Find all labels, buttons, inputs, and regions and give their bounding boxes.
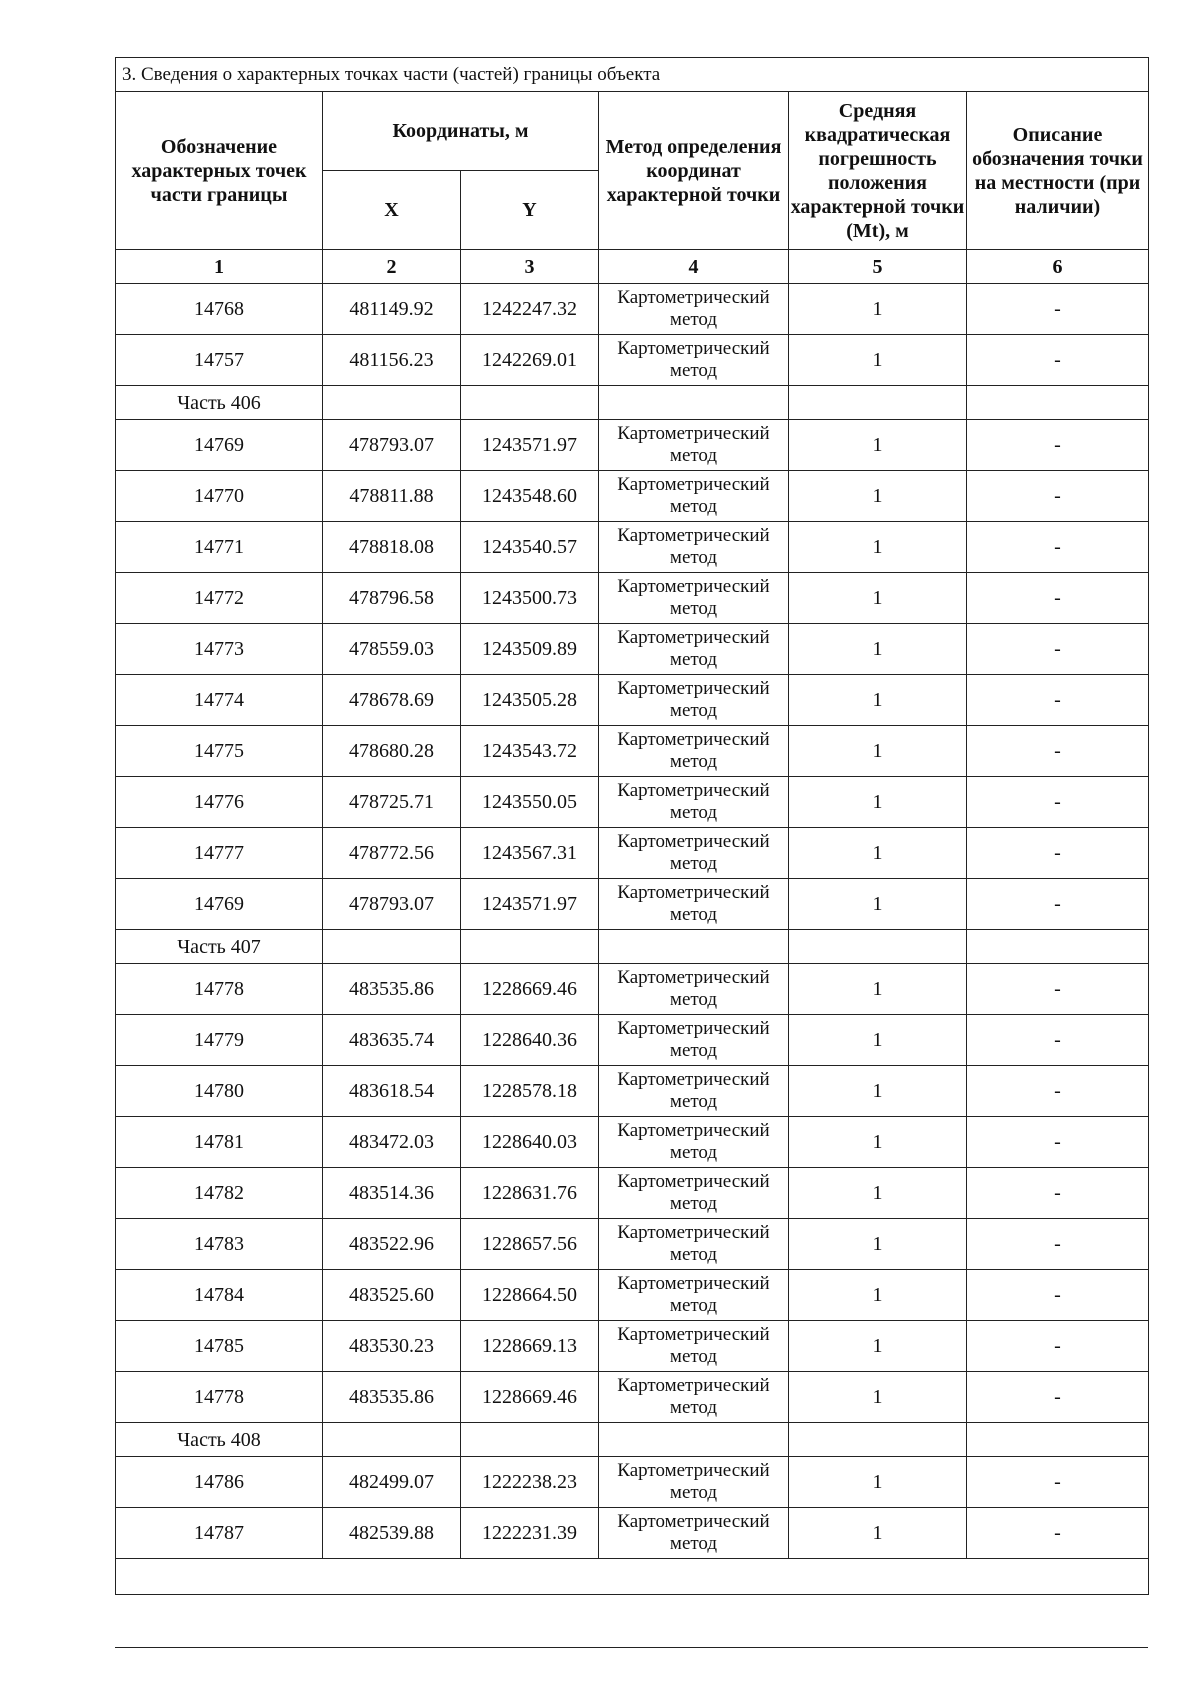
y-coordinate-cell: 1242247.32 (461, 284, 599, 335)
table-row (116, 777, 1149, 828)
method-cell: Картометрический метод (599, 1168, 789, 1219)
method-cell: Картометрический метод (599, 1321, 789, 1372)
method-cell: Картометрический метод (599, 335, 789, 386)
x-coordinate-cell: 478796.58 (323, 573, 461, 624)
empty-cell (323, 930, 461, 964)
empty-cell (789, 386, 967, 420)
table-row (116, 335, 1149, 386)
mt-error-cell: 1 (789, 471, 967, 522)
x-coordinate-cell: 478725.71 (323, 777, 461, 828)
description-cell: - (967, 964, 1149, 1015)
mt-error-cell: 1 (789, 879, 967, 930)
point-id-cell: 14786 (116, 1457, 323, 1508)
x-coordinate-cell: 478772.56 (323, 828, 461, 879)
empty-cell (599, 1423, 789, 1457)
column-number: 3 (461, 250, 599, 284)
x-coordinate-cell: 478678.69 (323, 675, 461, 726)
table-row (116, 1457, 1149, 1508)
mt-error-cell: 1 (789, 726, 967, 777)
table-row (116, 828, 1149, 879)
method-cell: Картометрический метод (599, 964, 789, 1015)
y-coordinate-cell: 1242269.01 (461, 335, 599, 386)
mt-error-cell: 1 (789, 573, 967, 624)
point-id-cell: 14769 (116, 879, 323, 930)
method-cell: Картометрический метод (599, 573, 789, 624)
point-id-cell: 14778 (116, 1372, 323, 1423)
table-row (116, 726, 1149, 777)
y-coordinate-cell: 1243543.72 (461, 726, 599, 777)
description-cell: - (967, 1066, 1149, 1117)
table-row (116, 522, 1149, 573)
method-cell: Картометрический метод (599, 1372, 789, 1423)
x-coordinate-cell: 483525.60 (323, 1270, 461, 1321)
method-cell: Картометрический метод (599, 420, 789, 471)
y-coordinate-cell: 1243550.05 (461, 777, 599, 828)
x-coordinate-cell: 478793.07 (323, 420, 461, 471)
part-label: Часть 408 (116, 1423, 323, 1457)
x-coordinate-cell: 478818.08 (323, 522, 461, 573)
column-number: 2 (323, 250, 461, 284)
method-cell: Картометрический метод (599, 726, 789, 777)
y-coordinate-cell: 1228669.46 (461, 1372, 599, 1423)
description-cell: - (967, 726, 1149, 777)
empty-cell (789, 930, 967, 964)
x-coordinate-cell: 483514.36 (323, 1168, 461, 1219)
method-cell: Картометрический метод (599, 471, 789, 522)
empty-cell (967, 1423, 1149, 1457)
y-coordinate-cell: 1228657.56 (461, 1219, 599, 1270)
method-cell: Картометрический метод (599, 1117, 789, 1168)
description-cell: - (967, 1457, 1149, 1508)
empty-cell (599, 930, 789, 964)
footer-divider (115, 1647, 1148, 1648)
table-row (116, 1066, 1149, 1117)
mt-error-cell: 1 (789, 1372, 967, 1423)
table-row (116, 1117, 1149, 1168)
y-coordinate-cell: 1243509.89 (461, 624, 599, 675)
description-cell: - (967, 1270, 1149, 1321)
mt-error-cell: 1 (789, 624, 967, 675)
table-row (116, 675, 1149, 726)
point-id-cell: 14781 (116, 1117, 323, 1168)
header-x: X (323, 171, 461, 250)
point-id-cell: 14774 (116, 675, 323, 726)
description-cell: - (967, 777, 1149, 828)
part-header-row (116, 1423, 1149, 1457)
header-coordinates: Координаты, м (323, 92, 599, 171)
description-cell: - (967, 1168, 1149, 1219)
x-coordinate-cell: 478680.28 (323, 726, 461, 777)
description-cell: - (967, 420, 1149, 471)
document-page (115, 57, 1148, 1595)
part-header-row (116, 386, 1149, 420)
x-coordinate-cell: 483618.54 (323, 1066, 461, 1117)
point-id-cell: 14770 (116, 471, 323, 522)
mt-error-cell: 1 (789, 1219, 967, 1270)
point-id-cell: 14787 (116, 1508, 323, 1559)
table-row (116, 964, 1149, 1015)
y-coordinate-cell: 1243571.97 (461, 879, 599, 930)
y-coordinate-cell: 1222231.39 (461, 1508, 599, 1559)
part-label: Часть 406 (116, 386, 323, 420)
y-coordinate-cell: 1228669.46 (461, 964, 599, 1015)
table-row (116, 879, 1149, 930)
empty-cell (789, 1423, 967, 1457)
table-row (116, 471, 1149, 522)
table-row (116, 573, 1149, 624)
method-cell: Картометрический метод (599, 1457, 789, 1508)
y-coordinate-cell: 1243548.60 (461, 471, 599, 522)
y-coordinate-cell: 1228669.13 (461, 1321, 599, 1372)
method-cell: Картометрический метод (599, 879, 789, 930)
table-row (116, 1321, 1149, 1372)
table-body (116, 284, 1149, 1559)
description-cell: - (967, 522, 1149, 573)
point-id-cell: 14757 (116, 335, 323, 386)
mt-error-cell: 1 (789, 284, 967, 335)
column-number: 6 (967, 250, 1149, 284)
point-id-cell: 14775 (116, 726, 323, 777)
point-id-cell: 14772 (116, 573, 323, 624)
y-coordinate-cell: 1243571.97 (461, 420, 599, 471)
point-id-cell: 14768 (116, 284, 323, 335)
empty-cell (599, 386, 789, 420)
mt-error-cell: 1 (789, 335, 967, 386)
y-coordinate-cell: 1228578.18 (461, 1066, 599, 1117)
table-row (116, 1015, 1149, 1066)
y-coordinate-cell: 1243500.73 (461, 573, 599, 624)
point-id-cell: 14777 (116, 828, 323, 879)
x-coordinate-cell: 478811.88 (323, 471, 461, 522)
description-cell: - (967, 1015, 1149, 1066)
table-row (116, 1508, 1149, 1559)
mt-error-cell: 1 (789, 964, 967, 1015)
empty-last-row (116, 1559, 1149, 1595)
point-id-cell: 14780 (116, 1066, 323, 1117)
boundary-points-table (115, 57, 1149, 1595)
method-cell: Картометрический метод (599, 777, 789, 828)
point-id-cell: 14783 (116, 1219, 323, 1270)
part-header-row (116, 930, 1149, 964)
point-id-cell: 14769 (116, 420, 323, 471)
table-title: 3. Сведения о характерных точках части (частей) границы объекта (116, 58, 1149, 92)
x-coordinate-cell: 483530.23 (323, 1321, 461, 1372)
x-coordinate-cell: 482539.88 (323, 1508, 461, 1559)
description-cell: - (967, 1372, 1149, 1423)
method-cell: Картометрический метод (599, 624, 789, 675)
header-method: Метод определения координат характерной точки (599, 92, 789, 250)
mt-error-cell: 1 (789, 828, 967, 879)
description-cell: - (967, 573, 1149, 624)
mt-error-cell: 1 (789, 1015, 967, 1066)
x-coordinate-cell: 481149.92 (323, 284, 461, 335)
mt-error-cell: 1 (789, 1508, 967, 1559)
mt-error-cell: 1 (789, 675, 967, 726)
header-description: Описание обозначения точки на местности (при наличии) (967, 92, 1149, 250)
point-id-cell: 14773 (116, 624, 323, 675)
method-cell: Картометрический метод (599, 1219, 789, 1270)
mt-error-cell: 1 (789, 1117, 967, 1168)
mt-error-cell: 1 (789, 1457, 967, 1508)
mt-error-cell: 1 (789, 522, 967, 573)
method-cell: Картометрический метод (599, 828, 789, 879)
x-coordinate-cell: 478559.03 (323, 624, 461, 675)
part-label: Часть 407 (116, 930, 323, 964)
description-cell: - (967, 1219, 1149, 1270)
header-error: Средняя квадратическая погрешность положения характерной точки (Mt), м (789, 92, 967, 250)
point-id-cell: 14782 (116, 1168, 323, 1219)
header-y: Y (461, 171, 599, 250)
description-cell: - (967, 1117, 1149, 1168)
mt-error-cell: 1 (789, 420, 967, 471)
description-cell: - (967, 471, 1149, 522)
point-id-cell: 14776 (116, 777, 323, 828)
y-coordinate-cell: 1228664.50 (461, 1270, 599, 1321)
header-designation: Обозначение характерных точек части границы (116, 92, 323, 250)
method-cell: Картометрический метод (599, 1066, 789, 1117)
y-coordinate-cell: 1228640.03 (461, 1117, 599, 1168)
description-cell: - (967, 675, 1149, 726)
mt-error-cell: 1 (789, 1066, 967, 1117)
method-cell: Картометрический метод (599, 1508, 789, 1559)
table-row (116, 284, 1149, 335)
x-coordinate-cell: 483635.74 (323, 1015, 461, 1066)
y-coordinate-cell: 1243505.28 (461, 675, 599, 726)
mt-error-cell: 1 (789, 1321, 967, 1372)
mt-error-cell: 1 (789, 777, 967, 828)
x-coordinate-cell: 482499.07 (323, 1457, 461, 1508)
description-cell: - (967, 1321, 1149, 1372)
empty-cell (461, 1423, 599, 1457)
x-coordinate-cell: 478793.07 (323, 879, 461, 930)
description-cell: - (967, 828, 1149, 879)
y-coordinate-cell: 1222238.23 (461, 1457, 599, 1508)
empty-cell (323, 1423, 461, 1457)
point-id-cell: 14779 (116, 1015, 323, 1066)
empty-cell (967, 386, 1149, 420)
column-number: 4 (599, 250, 789, 284)
empty-cell (323, 386, 461, 420)
column-number: 5 (789, 250, 967, 284)
mt-error-cell: 1 (789, 1270, 967, 1321)
point-id-cell: 14784 (116, 1270, 323, 1321)
mt-error-cell: 1 (789, 1168, 967, 1219)
table-row (116, 1270, 1149, 1321)
method-cell: Картометрический метод (599, 1270, 789, 1321)
x-coordinate-cell: 483472.03 (323, 1117, 461, 1168)
description-cell: - (967, 284, 1149, 335)
point-id-cell: 14778 (116, 964, 323, 1015)
table-row (116, 1219, 1149, 1270)
description-cell: - (967, 1508, 1149, 1559)
table-row (116, 1168, 1149, 1219)
method-cell: Картометрический метод (599, 522, 789, 573)
table-row (116, 624, 1149, 675)
method-cell: Картометрический метод (599, 284, 789, 335)
y-coordinate-cell: 1243540.57 (461, 522, 599, 573)
point-id-cell: 14771 (116, 522, 323, 573)
empty-cell (461, 930, 599, 964)
method-cell: Картометрический метод (599, 675, 789, 726)
column-number: 1 (116, 250, 323, 284)
x-coordinate-cell: 483522.96 (323, 1219, 461, 1270)
table-row (116, 420, 1149, 471)
method-cell: Картометрический метод (599, 1015, 789, 1066)
point-id-cell: 14785 (116, 1321, 323, 1372)
x-coordinate-cell: 483535.86 (323, 1372, 461, 1423)
x-coordinate-cell: 481156.23 (323, 335, 461, 386)
empty-cell (461, 386, 599, 420)
y-coordinate-cell: 1228631.76 (461, 1168, 599, 1219)
description-cell: - (967, 335, 1149, 386)
empty-cell (967, 930, 1149, 964)
description-cell: - (967, 624, 1149, 675)
description-cell: - (967, 879, 1149, 930)
y-coordinate-cell: 1243567.31 (461, 828, 599, 879)
table-row (116, 1372, 1149, 1423)
x-coordinate-cell: 483535.86 (323, 964, 461, 1015)
y-coordinate-cell: 1228640.36 (461, 1015, 599, 1066)
